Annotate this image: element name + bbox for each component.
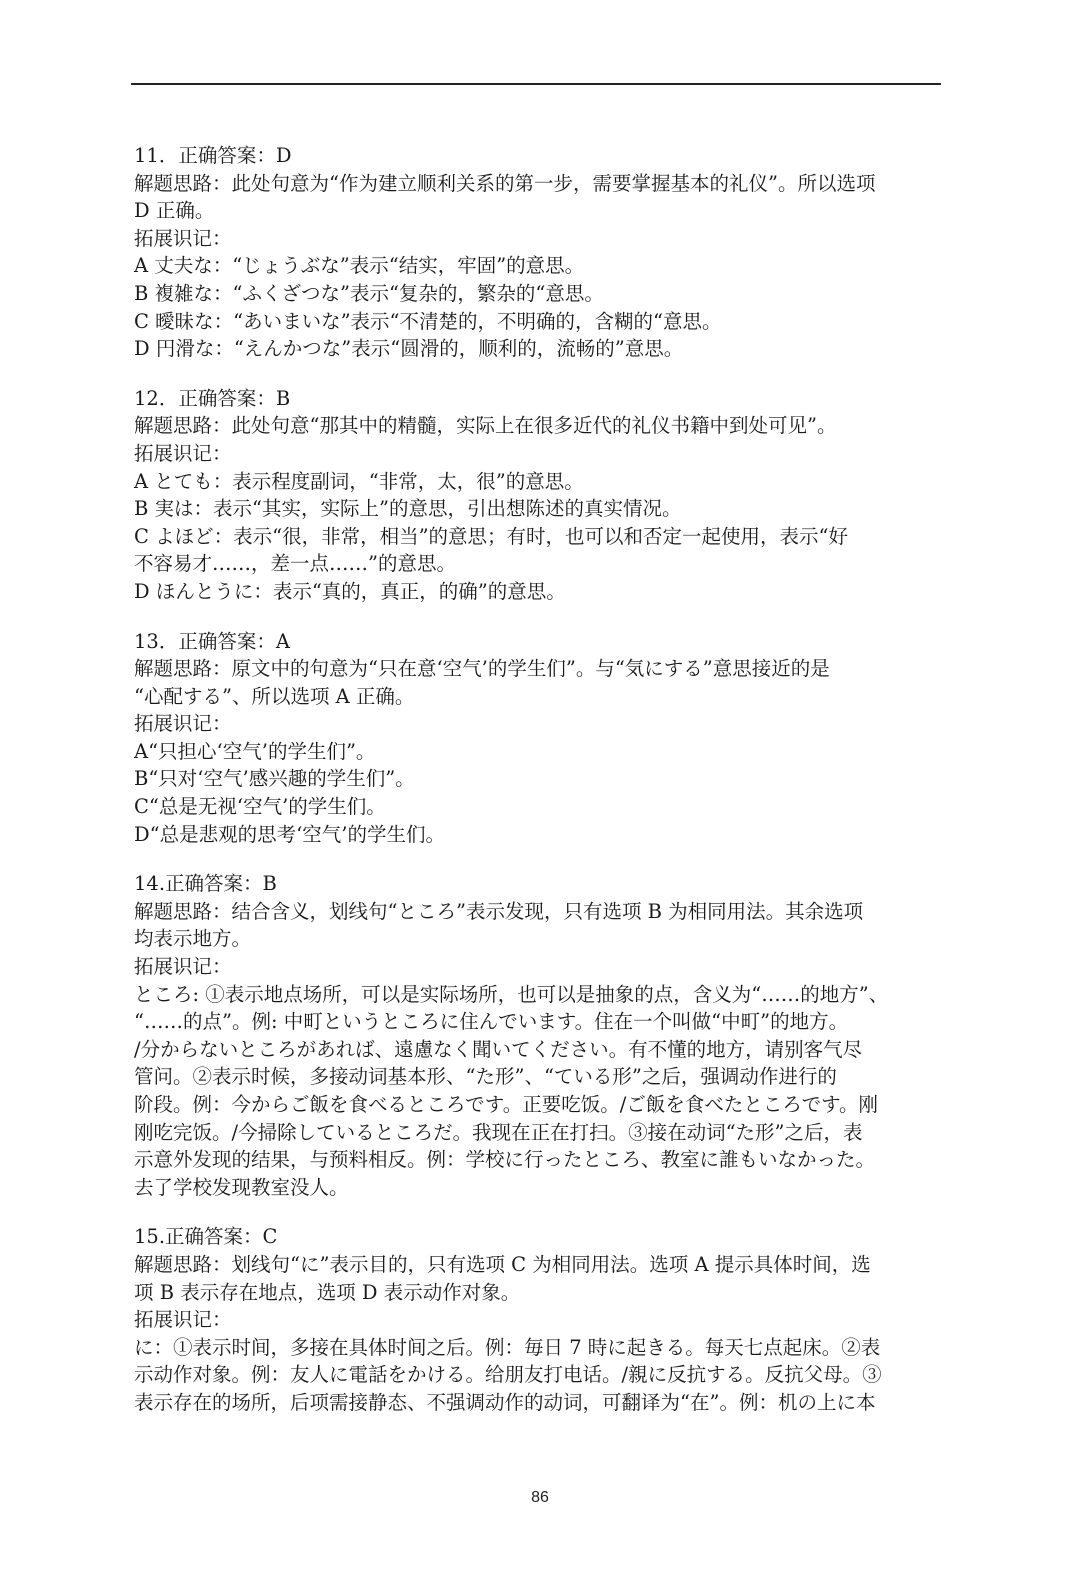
option-line: C よほど：表示“很，非常，相当”的意思；有时，也可以和否定一起使用，表示“好 [134, 524, 849, 548]
explanation-line: 去了学校发现教室没人。 [134, 1175, 349, 1199]
extension-label: 拓展识记： [134, 441, 232, 465]
explanation-line: 示意外发现的结果，与预料相反。例：学校に行ったところ、教室に誰もいなかった。 [134, 1148, 876, 1172]
explanation-line: 阶段。例：今からご飯を食べるところです。正要吃饭。/ご飯を食べたところです。刚 [134, 1093, 879, 1116]
reasoning-line: “心配する”、所以选项 A 正确。 [134, 684, 415, 708]
reasoning-line: 解题思路：结合含义，划线句“ところ”表示发现，只有选项 B 为相同用法。其余选项 [134, 899, 864, 923]
page-number: 86 [531, 1489, 549, 1506]
reasoning-line: 均表示地方。 [134, 927, 252, 951]
question-12-block [134, 385, 942, 606]
answer-line: 15.正确答案：C [134, 1225, 278, 1249]
option-line: D“总是悲观的思考‘空气’的学生们。 [134, 822, 446, 846]
option-line: B“只对‘空气’感兴趣的学生们”。 [134, 767, 415, 791]
answer-line: 12．正确答案：B [134, 386, 291, 410]
option-line: B 複雑な：“ふくざつな”表示“复杂的，繁杂的“意思。 [134, 281, 604, 305]
option-line: A“只担心‘空气’的学生们”。 [134, 739, 376, 763]
reasoning-line: 解题思路：原文中的句意为“只在意‘空气’的学生们”。与“気にする”意思接近的是 [134, 657, 830, 681]
explanation-line: /分からないところがあれば、遠慮なく聞いてください。有不懂的地方，请别客气尽 [134, 1037, 863, 1061]
option-line: A とても：表示程度副词，“非常，太，很”的意思。 [134, 469, 584, 493]
answer-line: 14.正确答案：B [134, 872, 277, 896]
extension-label: 拓展识记： [134, 226, 232, 250]
reasoning-line: 解题思路：此处句意“那其中的精髓，实际上在很多近代的礼仪书籍中到处可见”。 [134, 414, 837, 438]
answer-line: 13．正确答案：A [134, 629, 290, 653]
explanation-line: に：①表示时间，多接在具体时间之后。例：毎日 7 時に起きる。每天七点起床。②表 [134, 1335, 881, 1359]
answer-line: 11．正确答案：D [134, 144, 292, 167]
explanation-line: 刚吃完饭。/今掃除しているところだ。我现在正在打扫。③接在动词“た形”之后，表 [134, 1120, 863, 1144]
reasoning-line: D 正确。 [134, 199, 215, 223]
explanation-line: 示动作对象。例：友人に電話をかける。给朋友打电话。/親に反抗する。反抗父母。③ [134, 1363, 882, 1387]
option-line: D 円滑な：“えんかつな”表示“圆滑的，顺利的，流畅的”意思。 [134, 337, 684, 361]
option-line: B 実は：表示“其实，实际上”的意思，引出想陈述的真实情况。 [134, 497, 682, 521]
explanation-line: 管问。②表示时候，多接动词基本形、“た形”、“ている形”之后，强调动作进行的 [134, 1065, 837, 1089]
question-15-block [134, 1223, 942, 1416]
option-line: D ほんとうに：表示“真的，真正，的确”的意思。 [134, 579, 566, 603]
option-line: A 丈夫な：“じょうぶな”表示“结实，牢固”的意思。 [134, 254, 585, 278]
reasoning-line: 解题思路：此处句意为“作为建立顺利关系的第一步，需要掌握基本的礼仪”。所以选项 [134, 171, 876, 195]
extension-label: 拓展识记： [134, 955, 232, 979]
reasoning-line: 解题思路：划线句“に”表示目的，只有选项 C 为相同用法。选项 A 提示具体时间，选 [134, 1252, 871, 1276]
extension-label: 拓展识记： [134, 1308, 232, 1332]
reasoning-line: 项 B 表示存在地点，选项 D 表示动作对象。 [134, 1280, 521, 1304]
question-14-block [134, 870, 942, 1201]
extension-label: 拓展识记： [134, 712, 232, 736]
option-line: C 曖昧な：“あいまいな”表示“不清楚的，不明确的，含糊的“意思。 [134, 309, 722, 333]
explanation-line: “……的点”。例: 中町というところに住んでいます。住在一个叫做“中町”的地方。 [134, 1010, 849, 1034]
explanation-line: 表示存在的场所，后项需接静态、不强调动作的动词，可翻译为“在”。例：机の上に本 [134, 1390, 876, 1414]
explanation-line: ところ: ①表示地点场所，可以是实际场所，也可以是抽象的点，含义为“……的地方”、 [134, 982, 889, 1006]
question-13-block [134, 628, 942, 849]
page-content [134, 142, 942, 1439]
option-line: C“总是无视‘空气’的学生们。 [134, 795, 386, 819]
header-rule [131, 83, 941, 85]
question-11-block [134, 142, 942, 363]
option-line: 不容易才……，差一点……”的意思。 [134, 552, 456, 576]
